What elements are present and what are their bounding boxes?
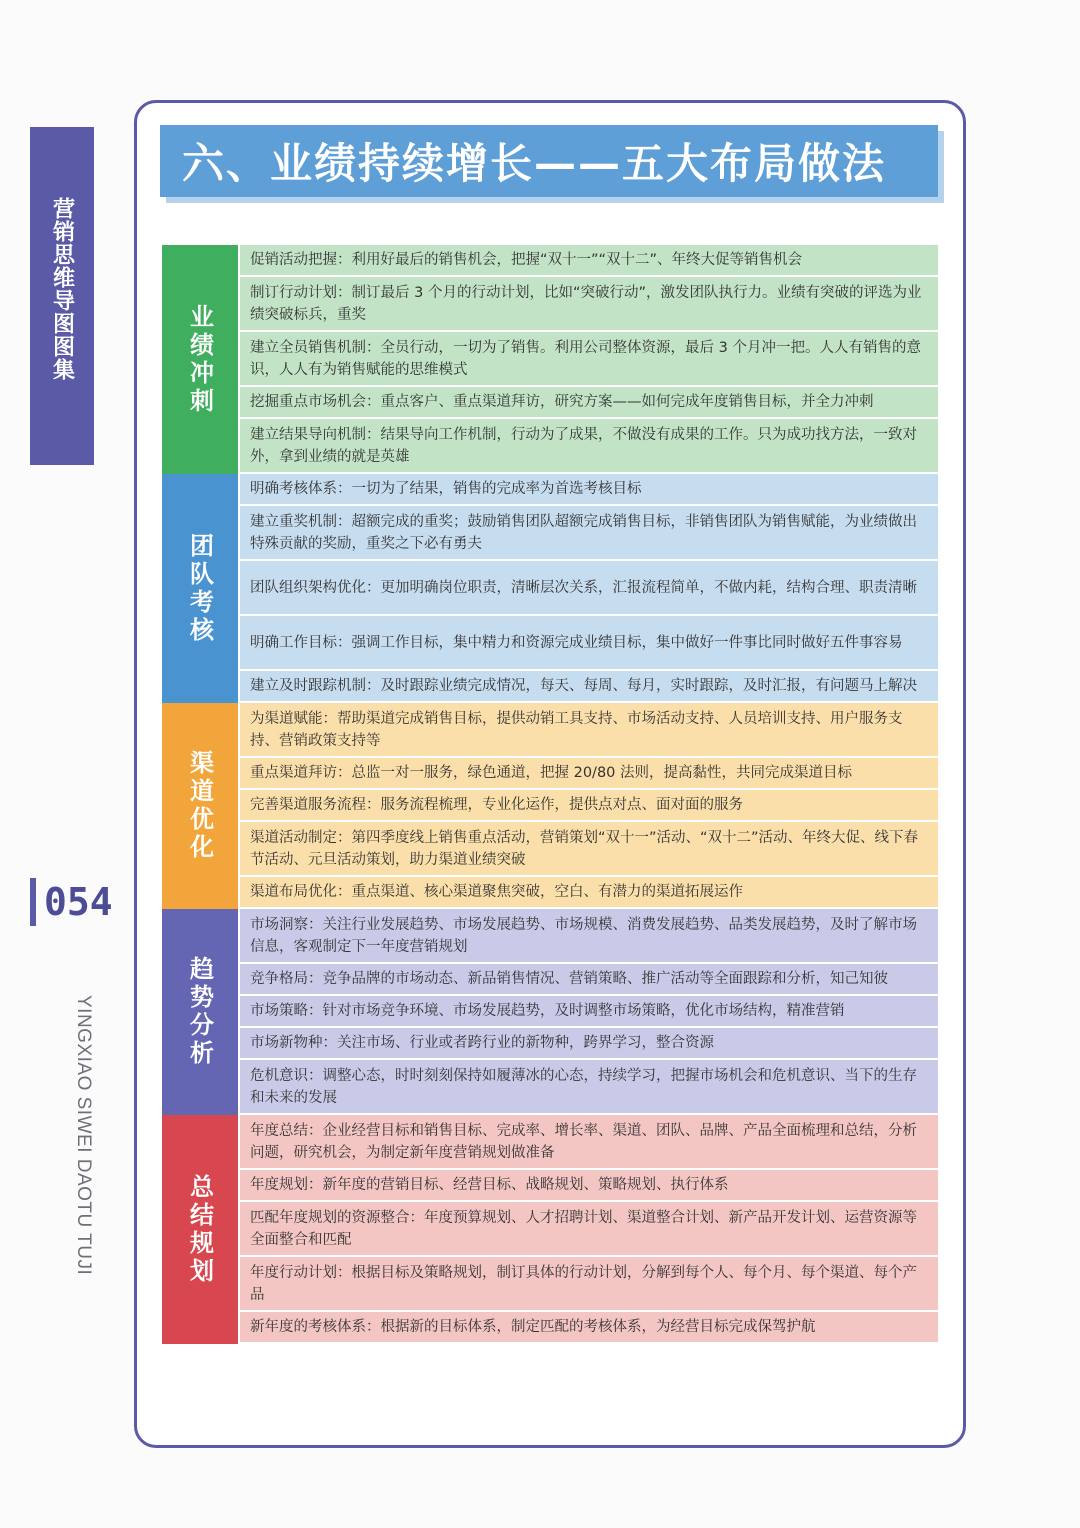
list-item-text: 挖掘重点市场机会：重点客户、重点渠道拜访，研究方案——如何完成年度销售目标，并全力冲刺 [250, 394, 874, 410]
list-item-text: 渠道布局优化：重点渠道、核心渠道聚焦突破，空白、有潜力的渠道拓展运作 [250, 884, 743, 900]
side-tab-label: 营销思维导图图集 [49, 197, 75, 381]
list-item [238, 790, 938, 822]
list-item-text: 促销活动把握：利用好最后的销售机会，把握“双十一”“双十二”、年终大促等销售机会 [250, 252, 803, 268]
section-label [162, 1115, 238, 1344]
list-item [238, 1060, 938, 1115]
list-item [238, 671, 938, 703]
side-english-title: YINGXIAO SIWEI DAOTU TUJI [73, 995, 94, 1276]
section-label-text: 团队考核 [185, 532, 214, 645]
list-item [238, 561, 938, 616]
list-item [238, 419, 938, 474]
list-item-text: 市场新物种：关注市场、行业或者跨行业的新物种，跨界学习，整合资源 [250, 1035, 714, 1051]
list-item [238, 245, 938, 277]
section-label-text: 总结规划 [185, 1173, 214, 1286]
list-item-text: 竞争格局：竞争品牌的市场动态、新品销售情况、营销策略、推广活动等全面跟踪和分析，知己知彼 [250, 971, 888, 987]
list-item-text: 市场洞察：关注行业发展趋势、市场发展趋势、市场规模、消费发展趋势、品类发展趋势，及时了解市场信息，客观制定下一年度营销规划 [250, 916, 917, 955]
section-label [162, 909, 238, 1115]
list-item [238, 1170, 938, 1202]
list-item-text: 为渠道赋能：帮助渠道完成销售目标，提供动销工具支持、市场活动支持、人员培训支持、用户服务支持、营销政策支持等 [250, 710, 903, 749]
list-item-text: 危机意识：调整心态，时时刻刻保持如履薄冰的心态，持续学习，把握市场机会和危机意识、当下的生存和未来的发展 [250, 1067, 917, 1106]
section-summary-planning [162, 1115, 938, 1344]
list-item-text: 建立全员销售机制：全员行动，一切为了销售。利用公司整体资源，最后 3 个月冲一把。人人有销售的意识，人人有为销售赋能的思维模式 [250, 339, 921, 378]
list-item [238, 1257, 938, 1312]
list-item-text: 建立重奖机制：超额完成的重奖；鼓励销售团队超额完成销售目标，非销售团队为销售赋能，为业绩做出特殊贡献的奖励，重奖之下必有勇夫 [250, 513, 917, 552]
section-sales-sprint [162, 245, 938, 474]
list-item [238, 506, 938, 561]
list-item-text: 制订行动计划：制订最后 3 个月的行动计划，比如“突破行动”，激发团队执行力。业绩有突破的评选为业绩突破标兵，重奖 [250, 284, 922, 323]
list-item-text: 新年度的考核体系：根据新的目标体系，制定匹配的考核体系，为经营目标完成保驾护航 [250, 1319, 816, 1335]
list-item [238, 703, 938, 758]
section-label [162, 703, 238, 909]
list-item-text: 完善渠道服务流程：服务流程梳理，专业化运作，提供点对点、面对面的服务 [250, 797, 743, 813]
list-item [238, 1202, 938, 1257]
list-item-text: 匹配年度规划的资源整合：年度预算规划、人才招聘计划、渠道整合计划、新产品开发计划、运营资源等全面整合和匹配 [250, 1209, 917, 1248]
list-item-text: 团队组织架构优化：更加明确岗位职责，清晰层次关系，汇报流程简单，不做内耗，结构合理、职责清晰 [250, 579, 917, 596]
list-item [238, 964, 938, 996]
page-title: 六、业绩持续增长——五大布局做法 [182, 139, 887, 188]
list-item [238, 1028, 938, 1060]
title-banner [160, 125, 938, 197]
list-item [238, 996, 938, 1028]
section-label-text: 渠道优化 [185, 750, 214, 862]
section-team-assessment [162, 474, 938, 703]
list-item [238, 909, 938, 964]
list-item-text: 明确工作目标：强调工作目标，集中精力和资源完成业绩目标，集中做好一件事比同时做好五件事容易 [250, 634, 903, 651]
list-item-text: 建立结果导向机制：结果导向工作机制，行动为了成果，不做没有成果的工作。只为成功找方法，一致对外，拿到业绩的就是英雄 [250, 426, 917, 465]
list-item [238, 1115, 938, 1170]
section-label [162, 474, 238, 703]
list-item [238, 877, 938, 909]
list-item-text: 明确考核体系：一切为了结果，销售的完成率为首选考核目标 [250, 481, 642, 497]
list-item-text: 年度规划：新年度的营销目标、经营目标、战略规划、策略规划、执行体系 [250, 1177, 729, 1193]
section-label [162, 245, 238, 474]
section-channel-optimization [162, 703, 938, 909]
list-item-text: 渠道活动制定：第四季度线上销售重点活动，营销策划“双十一”活动、“双十二”活动、年终大促、线下春节活动、元旦活动策划，助力渠道业绩突破 [250, 829, 919, 868]
mindmap-table [162, 245, 938, 1344]
list-item [238, 332, 938, 387]
list-item [238, 387, 938, 419]
list-item [238, 277, 938, 332]
list-item [238, 616, 938, 671]
list-item [238, 474, 938, 506]
list-item [238, 822, 938, 877]
section-label-text: 业绩冲刺 [185, 303, 214, 416]
list-item-text: 年度行动计划：根据目标及策略规划，制订具体的行动计划，分解到每个人、每个月、每个渠道、每个产品 [250, 1264, 917, 1303]
list-item-text: 年度总结：企业经营目标和销售目标、完成率、增长率、渠道、团队、品牌、产品全面梳理和总结，分析问题，研究机会，为制定新年度营销规划做准备 [250, 1122, 917, 1161]
page-number: 054 [30, 878, 113, 926]
side-tab [30, 127, 94, 465]
list-item [238, 758, 938, 790]
section-trend-analysis [162, 909, 938, 1115]
list-item-text: 重点渠道拜访：总监一对一服务，绿色通道，把握 20/80 法则，提高黏性，共同完成渠道目标 [250, 765, 853, 781]
list-item-text: 市场策略：针对市场竞争环境、市场发展趋势，及时调整市场策略，优化市场结构，精准营销 [250, 1003, 845, 1019]
list-item-text: 建立及时跟踪机制：及时跟踪业绩完成情况，每天、每周、每月，实时跟踪，及时汇报，有问题马上解决 [250, 678, 917, 694]
section-label-text: 趋势分析 [185, 956, 214, 1068]
list-item [238, 1312, 938, 1344]
